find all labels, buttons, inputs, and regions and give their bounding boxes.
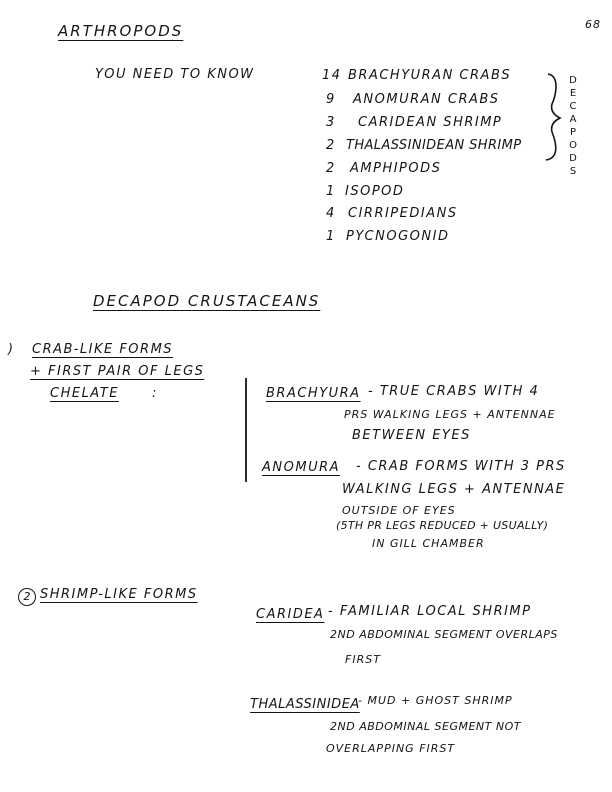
- brachyura-line3: BETWEEN EYES: [352, 428, 471, 443]
- shrimp-like-marker: 2: [18, 588, 36, 606]
- crab-like-marker: ): [8, 342, 15, 357]
- thalassinidea-line2: 2ND ABDOMINAL SEGMENT NOT: [330, 720, 521, 733]
- section-title: DECAPOD CRUSTACEANS: [93, 292, 321, 310]
- anomura-name: ANOMURA: [262, 460, 341, 475]
- list-item-name: AMPHIPODS: [350, 161, 442, 176]
- decapods-letter: C: [569, 101, 577, 112]
- anomura-line1: - CRAB FORMS WITH 3 PRS: [356, 459, 566, 474]
- caridea-line2: 2ND ABDOMINAL SEGMENT OVERLAPS: [330, 628, 558, 641]
- intro-text: YOU NEED TO KNOW: [95, 67, 255, 82]
- list-item-count: 4: [326, 206, 336, 221]
- crab-like-line2: + FIRST PAIR OF LEGS: [30, 364, 205, 379]
- list-item-name: CARIDEAN SHRIMP: [358, 115, 503, 130]
- list-item-count: 2: [326, 138, 336, 153]
- list-item-name: PYCNOGONID: [346, 229, 450, 244]
- anomura-line4: (5TH PR LEGS REDUCED + USUALLY): [336, 519, 549, 532]
- decapods-letter: S: [569, 166, 577, 177]
- list-item-count: 9: [326, 92, 336, 107]
- list-item-count: 1: [326, 184, 336, 199]
- thalassinidea-line1: - MUD + GHOST SHRIMP: [358, 694, 513, 707]
- list-item-count: 2: [326, 161, 336, 176]
- list-item-name: BRACHYURAN CRABS: [348, 68, 512, 83]
- caridea-line1: - FAMILIAR LOCAL SHRIMP: [328, 604, 532, 619]
- crab-like-heading: CRAB-LIKE FORMS: [32, 342, 174, 357]
- decapods-letter: D: [569, 153, 577, 164]
- decapods-letter: O: [569, 140, 577, 151]
- page-number: 68: [585, 18, 601, 31]
- list-item-name: THALASSINIDEAN SHRIMP: [346, 138, 522, 153]
- brachyura-name: BRACHYURA: [266, 386, 361, 401]
- caridea-line3: FIRST: [345, 653, 381, 666]
- brachyura-line1: - TRUE CRABS WITH 4: [368, 384, 540, 399]
- decapods-letter: D: [569, 75, 577, 86]
- decapods-letter: P: [569, 127, 577, 138]
- list-item-name: CIRRIPEDIANS: [348, 206, 458, 221]
- page-title: ARTHROPODS: [58, 22, 184, 40]
- decapods-brace: [546, 74, 560, 160]
- thalassinidea-line3: OVERLAPPING FIRST: [326, 742, 456, 755]
- list-item-count: 1: [326, 229, 336, 244]
- list-item-name: ISOPOD: [345, 184, 405, 199]
- thalassinidea-name: THALASSINIDEA: [250, 697, 360, 712]
- crab-like-line3: CHELATE: [50, 386, 119, 401]
- decapods-letter: E: [569, 88, 577, 99]
- list-item-count: 3: [326, 115, 336, 130]
- decapods-letter: A: [569, 114, 577, 125]
- list-item-count: 14: [322, 68, 342, 83]
- anomura-line5: IN GILL CHAMBER: [372, 537, 485, 550]
- anomura-line2: WALKING LEGS + ANTENNAE: [342, 482, 566, 497]
- crab-like-colon: :: [152, 386, 158, 401]
- list-item-name: ANOMURAN CRABS: [353, 92, 500, 107]
- anomura-line3: OUTSIDE OF EYES: [342, 504, 456, 517]
- brachyura-line2: PRS WALKING LEGS + ANTENNAE: [344, 408, 556, 421]
- shrimp-like-heading: SHRIMP-LIKE FORMS: [40, 587, 198, 602]
- caridea-name: CARIDEA: [256, 607, 325, 622]
